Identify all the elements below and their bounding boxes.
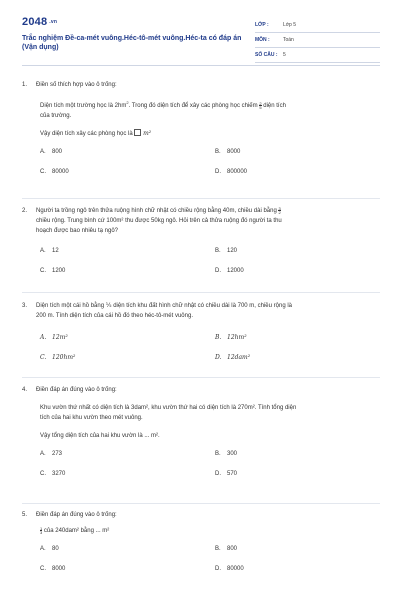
option-value: 12hm² (227, 334, 247, 341)
options-group (40, 246, 378, 276)
option-label: C. (40, 354, 47, 361)
question-number: 1. (22, 82, 28, 88)
fraction (278, 207, 280, 214)
question-text-part: Diện tích một cái hồ bằng ⅕ diện tích khu đất hình chữ nhật có chiều dài là 700 m, chiều rộng là (36, 303, 292, 309)
option-value: 570 (227, 471, 238, 477)
option-label: A. (40, 451, 46, 457)
question-text-part: tích của hai khu vườn theo mét vuông. (40, 415, 143, 421)
question-text (40, 526, 378, 536)
option-b[interactable] (215, 449, 237, 459)
option-label: B. (215, 451, 221, 457)
meta-key: MÔN : (255, 37, 270, 43)
option-c[interactable] (40, 564, 65, 574)
option-value: 80 (52, 546, 59, 552)
question-title: Điền đáp án đúng vào ô trống: (36, 387, 117, 393)
options-group (40, 449, 378, 479)
option-label: C. (40, 471, 46, 477)
question-text-part: Khu vườn thứ nhất có diện tích là 3dam², khu vườn thứ hai có diện tích là 270m². Tính tổng diện (40, 405, 297, 411)
question-number: 2. (22, 208, 28, 214)
option-a[interactable] (40, 147, 62, 157)
question-number: 4. (22, 387, 28, 393)
option-value: 800000 (227, 169, 248, 175)
question-text-part: Diện tích một trường học là 2hm (40, 103, 127, 109)
option-value: 300 (227, 451, 238, 457)
question-2 (22, 206, 378, 276)
question-text-part: 200 m. Tính diện tích của cái hồ đó theo héc-tô-mét vuông. (36, 313, 193, 319)
option-label: C. (40, 566, 46, 572)
question-5 (22, 510, 378, 574)
option-label: B. (215, 248, 221, 254)
meta-value: Lớp 5 (283, 22, 297, 28)
question-text-part: của 240dam² bằng ... m² (43, 528, 110, 534)
meta-key: SỐ CÂU : (255, 52, 278, 58)
question-text-part: chiều rộng. Trung bình cứ 100m² thu được 50kg ngô. Hỏi trên cả thửa ruộng đó người ta thu (36, 218, 282, 224)
option-value: 12 (52, 248, 59, 254)
option-a[interactable] (40, 333, 68, 343)
question-ask-text: Vậy diện tích xây các phòng học là (40, 131, 133, 137)
document-title: Trắc nghiệm Đề-ca-mét vuông.Héc-tô-mét vuông.Héc-ta có đáp án (Vận dụng) (22, 35, 242, 51)
question-title: Điền số thích hợp vào ô trống: (36, 82, 117, 88)
option-a[interactable] (40, 544, 59, 554)
option-c[interactable] (40, 469, 65, 479)
logo-text: 2048 (22, 16, 48, 28)
question-text-part: hoạch được bao nhiêu tạ ngô? (36, 228, 119, 234)
option-label: A. (40, 334, 47, 341)
meta-row-count (255, 48, 380, 63)
question-ask (40, 129, 378, 139)
option-label: C. (40, 169, 46, 175)
question-3 (22, 301, 378, 363)
question-number: 3. (22, 303, 28, 309)
option-value: 1200 (52, 268, 66, 274)
option-value: 12m² (52, 334, 68, 341)
option-b[interactable] (215, 333, 247, 343)
fraction-denominator: 2 (278, 209, 281, 215)
question-divider (22, 292, 380, 293)
option-a[interactable] (40, 449, 62, 459)
options-group (40, 333, 378, 363)
site-logo[interactable] (22, 16, 57, 28)
option-value: 800 (227, 546, 238, 552)
meta-row-subject (255, 33, 380, 48)
question-text-part: . Trong đó diện tích để xây các phòng học chiếm (128, 103, 258, 109)
logo-suffix: .vn (49, 19, 58, 26)
option-label: A. (40, 149, 46, 155)
option-value: 120hm² (52, 354, 76, 361)
option-label: D. (215, 169, 221, 175)
option-d[interactable] (215, 266, 244, 276)
option-value: 12000 (227, 268, 244, 274)
option-label: D. (215, 268, 221, 274)
question-divider (22, 198, 380, 199)
unit-label: m² (143, 130, 152, 137)
meta-value: Toán (283, 37, 294, 43)
option-b[interactable] (215, 544, 237, 554)
option-label: C. (40, 268, 46, 274)
option-value: 80000 (52, 169, 69, 175)
option-b[interactable] (215, 246, 237, 256)
option-label: B. (215, 334, 222, 341)
question-ask: Vậy tổng diện tích của hai khu vườn là ... m². (40, 433, 160, 439)
option-label: D. (215, 566, 221, 572)
question-text-part: Người ta trồng ngô trên thửa ruộng hình chữ nhật có chiều rộng bằng 40m, chiều dài bằng (36, 208, 277, 214)
option-c[interactable] (40, 167, 69, 177)
question-text-part: diện tích (263, 103, 286, 109)
option-label: A. (40, 546, 46, 552)
option-d[interactable] (215, 353, 250, 363)
header-divider (22, 65, 380, 66)
option-label: B. (215, 149, 221, 155)
question-text: Diện tích một trường học là $2hm^2$. Trong đó diện tích để xây các phòng học chiếm $\frac{2}{5}$ diện tích của trường. (40, 100, 286, 119)
fraction (40, 527, 42, 534)
meta-value: 5 (283, 52, 286, 58)
option-b[interactable] (215, 147, 240, 157)
options-group (40, 147, 378, 177)
option-value: 12dam² (227, 354, 251, 361)
question-divider (22, 377, 380, 378)
question-title: Điền đáp án đúng vào ô trống: (36, 512, 117, 518)
fraction-numerator: 3 (278, 205, 281, 211)
question-text (36, 206, 378, 236)
question-1 (22, 80, 378, 177)
option-d[interactable] (215, 167, 247, 177)
option-label: B. (215, 546, 221, 552)
fraction (259, 102, 261, 109)
question-text (36, 301, 378, 321)
option-value: 273 (52, 451, 63, 457)
meta-key: LỚP : (255, 22, 269, 28)
options-group (40, 544, 378, 574)
fraction-denominator: 3 (40, 529, 43, 535)
meta-row-class (255, 18, 380, 33)
option-value: 8000 (227, 149, 241, 155)
option-label: D. (215, 354, 222, 361)
option-a[interactable] (40, 246, 59, 256)
question-4 (22, 385, 378, 479)
option-d[interactable] (215, 469, 237, 479)
option-value: 80000 (227, 566, 244, 572)
option-label: A. (40, 248, 46, 254)
option-value: 800 (52, 149, 63, 155)
question-text (40, 403, 378, 423)
question-divider (22, 503, 380, 504)
option-value: 3270 (52, 471, 66, 477)
option-value: 120 (227, 248, 238, 254)
question-number: 5. (22, 512, 28, 518)
meta-table (255, 18, 380, 63)
fraction-numerator: 1 (40, 525, 43, 531)
fraction-numerator: 2 (259, 100, 262, 106)
question-text-part: của trường. (40, 113, 72, 119)
answer-blank-box[interactable] (134, 129, 141, 136)
option-c[interactable] (40, 353, 75, 363)
option-value: 8000 (52, 566, 66, 572)
fraction-denominator: 5 (259, 104, 262, 110)
option-label: D. (215, 471, 221, 477)
option-d[interactable] (215, 564, 244, 574)
option-c[interactable] (40, 266, 65, 276)
